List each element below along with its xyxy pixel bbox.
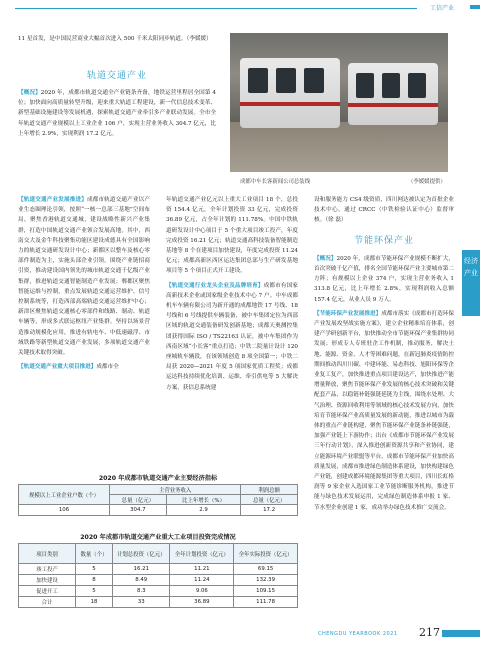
cell: 111.78 bbox=[234, 597, 298, 608]
energy-overview-text: 2020 年，成都市节能环保产业规模不断扩大，首次突破千亿产值，排名全国节能环保产业主要城市第二方阵；有规模以上企业 374 户，实现主营业务收入 1 313.8 亿元，比上年增长 2.8%，实现利润收入总额 157.4 亿元，从业人员 9 万人。 bbox=[314, 255, 454, 303]
cell-growth: 2.9 bbox=[166, 505, 241, 516]
side-tab-line1: 经济 bbox=[464, 257, 478, 265]
col3-lower bbox=[314, 195, 454, 513]
col-header-category: 项目类别 bbox=[19, 544, 76, 564]
leading-enterprises-text: 成都市有国家高新技术企业或国家级企业技术中心 7 户。中车成都机车车辆有限公司为新开通的成都地铁 17 号线、18 号线和 6 号线提供车辆装备，被中车集团定位为西部区域的轨道交通装备研发创新基地；成都天奥测控集团获得国际 ISO / TS22163 认证，被中车集团作为西南区域“小长客”重点打造；中铁二院量计设计 120 座城轨车辆段，在该领域创造 8 项全国第一；中铁二局获 2020—2021 年度 5 项国家优质工程奖；成都运达科技持续优化培训、运维、牵引供电等 5 大解决方案，获信息系统建 bbox=[166, 282, 298, 391]
col2-projects-text: 年轨道交通产业亿元以上重大工业项目 18 个，总投资 154.4 亿元，全年计划投资 33 亿元，完成投资 36.89 亿元，占全年计划的 111.78%。中国中铁轨道研发设计中心项目于 5 个重大项目竣工投产，年度完成投资 16.21 亿元；轨道交通高科技装备智能制造基地等 8 个在建项目加快建设，年度完成投资 11.24 亿元；成都高新区西区运达集团总部与生产研发基地项目等 5 个项目正式开工建设。 bbox=[166, 197, 298, 275]
table-row bbox=[19, 575, 298, 586]
col-header-planned-total: 计划总投资（亿元） bbox=[113, 544, 170, 564]
cell: 69.15 bbox=[234, 564, 298, 575]
table-row bbox=[19, 564, 298, 575]
policy-text: 成都市轨道交通产业以产业生态圈理论引领，按照“一核一总部三基地”空间布局，聚焦香港轨道交通城，建设战略性新兴产业集群，打造中国轨道交通产业领合发展高地。其中，西南交大及金牛科技聚集功能区建设成德具有全国影响力的轨道交通研发设计中心；新都区以整车及核心零部件制造为主，实施头部企业引领，围绕产业链招商引资，推动建设国内领先的城市轨道交通千亿级产业集群，推进轨道交通智能制造产业发展；郫都区聚焦智能运维与控制，重点发展轨道交通运营维护、信号控制系统等，打造西部高端轨道交通运营维护中心；新津区聚焦轨道交通核心零部件和线路、制动、轨道车辆等，形成多式联运枢纽产业集群。坚持以场景营造推动规模化应用，推进有轨电车、中低速磁浮、市域铁路等新型轨道交通产业发展，多项轨道交通产业关键技术取得突破。 bbox=[18, 197, 150, 357]
col-header-profit-total: 总量（亿元） bbox=[241, 495, 298, 505]
section-tag-bar bbox=[470, 5, 480, 9]
cell: 16.21 bbox=[113, 564, 170, 575]
overview-text: 2020 年，成都市轨道交通全产业链条齐备，地铁运营里程居全国第 4 位；加快面向高质量转型升级，迎来重大轨道工程建设，新一代信息技术变革、新型基础设施建设等发展机遇，探索轨道交通产业牵引多产业联动发展。全市全年轨道交通产业规模以上工业企业 106 户，实现主营业务收入 304.7 亿元，比上年增长 2.9%，实现利润 17.2 亿元。 bbox=[18, 90, 216, 137]
col1-intro bbox=[18, 34, 216, 44]
table2-title: 2020 年成都市轨道交通产业重大工业项目投资完成情况 bbox=[80, 534, 236, 541]
footer-bar bbox=[442, 630, 480, 637]
overview-tag: 【概况】 bbox=[18, 90, 41, 96]
cell: 9.06 bbox=[170, 586, 234, 597]
assembly-line-photo bbox=[230, 33, 448, 172]
rail-overview bbox=[18, 88, 216, 139]
col-header-companies: 规模以上工业企业户数（个） bbox=[19, 485, 110, 505]
cell-revenue: 304.7 bbox=[110, 505, 167, 516]
table-economic-indicators bbox=[18, 484, 298, 516]
cell: 竣工投产 bbox=[19, 564, 76, 575]
table1-title: 2020 年成都市轨道交通产业主要经济指标 bbox=[98, 475, 218, 482]
col-header-count: 数量（个） bbox=[76, 544, 113, 564]
cell-companies: 106 bbox=[19, 505, 110, 516]
cell: 促进开工 bbox=[19, 586, 76, 597]
energy-dev-text: 成都市落实《成都市打造环保产业发展攻坚战实施方案》，建立企业精准培育体系，创建产学研创新平台，加快推动全市节能环保产业集群协同发展；形成专人专班驻企工作机制，推动服务，解决土地、能源、资金、人才等困难问题，在新冠肺炎疫情防控期间推动四川川碳、中建环能、易态科技、旭阳环保等企业复工复产，加快推进重点项目建设达产，加快推进产能增量释放，聚焦节能环保产业发展的核心技术突破和关键配套产品，以稳链补链强链延链为主线，围绕水处理、大气治理、资源回收利用等领域的核心技术发展方向，加快培育节能环保产业高质量发展的新动能，推进以城市为载体的重点产业链构建，聚焦节能环保产业链条补链强链，加强产业链上下游协作；出台《成都市节能环保产业发展三年行动计划》，深入推进创新资源共享和产业协同，建立能源环境产业联盟等平台，成都市节能环保产业加快高质量发展，成都市推进绿色制造体系建设，加快构建绿色产业链，创建成都环境能源集团等重大项目，四川长虹格润等 9 家企业入选国家工业节能诊断服务机构，推进节能与绿色技术发展运用，完成绿色制造体系申报 1 家、节水型企业创建 1 家，成功举办绿色技术推广交流会。 bbox=[314, 310, 454, 511]
col-header-revenue: 主营业务收入 bbox=[110, 485, 241, 495]
energy-overview-tag: 【概况】 bbox=[314, 255, 337, 262]
col3-note: （徐 磊） bbox=[325, 217, 347, 224]
side-tab-line2: 产业 bbox=[464, 269, 478, 277]
section-title-rail: 轨道交通产业 bbox=[86, 71, 147, 81]
footer-journal: CHENGDU YEARBOOK 2021 bbox=[318, 631, 398, 637]
cell: 8 bbox=[76, 575, 113, 586]
table-row bbox=[19, 597, 298, 608]
table-row bbox=[19, 505, 298, 516]
col3-continued-text: 设和服务能力 CS4 级资质，四川网达被认定为首批企业技术中心，通过 CRCC（中铁检验认证中心）监督审核。 bbox=[314, 197, 454, 224]
cell: 8.49 bbox=[113, 575, 170, 586]
cell: 8.3 bbox=[113, 586, 170, 597]
intro-note: （李媛媛） bbox=[186, 36, 212, 42]
cell-profit: 17.2 bbox=[241, 505, 298, 516]
col1-lower bbox=[18, 195, 150, 372]
cell: 加快建设 bbox=[19, 575, 76, 586]
col-header-revenue-total: 总量（亿元） bbox=[110, 495, 167, 505]
energy-dev-tag: 【节能环保产业发展推进】 bbox=[314, 310, 382, 317]
cell: 11.24 bbox=[170, 575, 234, 586]
section-title-energy: 节能环保产业 bbox=[353, 235, 414, 246]
cell: 合计 bbox=[19, 597, 76, 608]
major-projects-text: 成都市全 bbox=[96, 364, 119, 371]
cell: 5 bbox=[76, 586, 113, 597]
col2-lower bbox=[166, 195, 298, 393]
photo-credit: （李媛媛提供） bbox=[408, 179, 446, 185]
cell: 18 bbox=[76, 597, 113, 608]
cell: 5 bbox=[76, 564, 113, 575]
policy-tag: 【轨道交通产业发展推进】 bbox=[18, 197, 87, 203]
col-header-revenue-growth: 比上年增长（%） bbox=[166, 495, 241, 505]
intro-paragraph: 11 星首发，是中国民营商业大幅首次进入 500 千米太阳同步轨道。（李媛媛） bbox=[18, 36, 212, 42]
col-header-annual-plan: 全年计划投资（亿元） bbox=[170, 544, 234, 564]
leading-enterprises-tag: 【轨道交通行业龙头企业及品牌培育】 bbox=[166, 282, 264, 289]
page-number: 217 bbox=[419, 626, 440, 639]
cell: 11.21 bbox=[170, 564, 234, 575]
col-header-annual-actual: 全年实际投资（亿元） bbox=[234, 544, 298, 564]
header-rule bbox=[15, 8, 417, 9]
photo-caption: 成都中车长客新闻公司总装线 bbox=[240, 179, 311, 185]
chapter-side-tab bbox=[462, 250, 480, 316]
section-tag: 工信产业 bbox=[429, 5, 454, 12]
cell: 109.15 bbox=[234, 586, 298, 597]
cell: 33 bbox=[113, 597, 170, 608]
table-project-investment bbox=[18, 543, 298, 608]
col-header-profit: 利润总额 bbox=[241, 485, 298, 495]
table-row bbox=[19, 586, 298, 597]
major-projects-tag: 【轨道交通产业重大项目推进】 bbox=[18, 364, 97, 371]
cell: 36.89 bbox=[170, 597, 234, 608]
cell: 132.39 bbox=[234, 575, 298, 586]
